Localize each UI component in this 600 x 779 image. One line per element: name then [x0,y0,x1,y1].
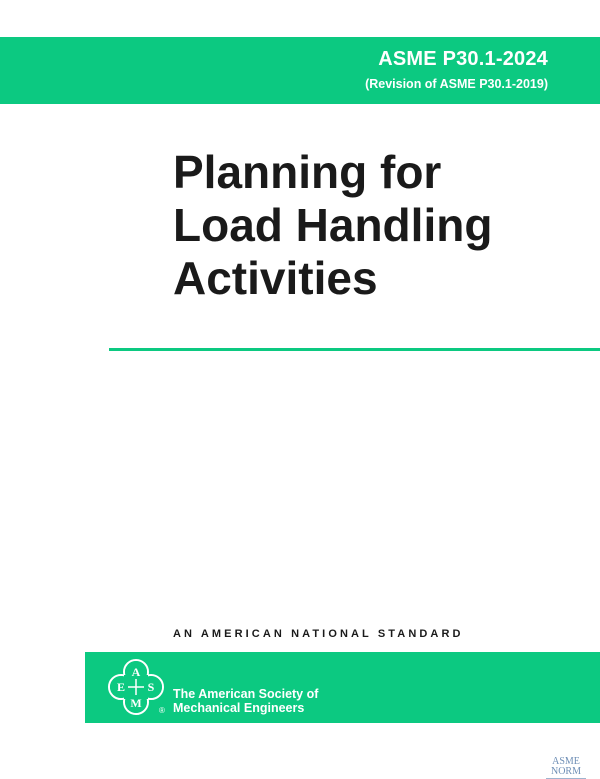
publisher-band [85,652,600,723]
header-band [0,37,600,104]
organization-line: The American Society of [173,687,319,701]
standard-label: AN AMERICAN NATIONAL STANDARD [173,628,464,640]
document-title [173,146,593,305]
logo-letter: S [147,680,155,694]
organization-name [173,687,318,715]
title-line: Load Handling [173,199,493,251]
document-number: ASME P30.1-2024 [378,48,548,70]
logo-letter: E [116,680,126,694]
asme-logo-icon [106,657,166,717]
watermark-text: ASME NORM [550,756,581,777]
title-line: Planning for [173,146,442,198]
organization-line: Mechanical Engineers [173,701,305,715]
title-divider [109,348,600,351]
title-line: Activities [173,252,378,304]
revision-note: (Revision of ASME P30.1-2019) [365,77,548,91]
logo-letter: M [130,696,142,710]
registered-mark: ® [159,706,165,715]
logo-letter: A [131,665,141,679]
